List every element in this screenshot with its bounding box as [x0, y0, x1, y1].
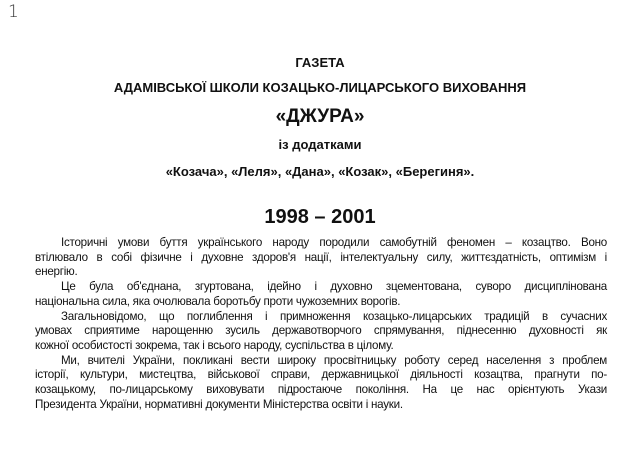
paragraph [35, 280, 607, 309]
body-text [35, 236, 607, 412]
text-line: Це була об'єднана, згуртована, ідейно і духовно зцементована, суворо дисциплінована [61, 280, 607, 294]
text-line: Ми, вчителі України, покликані вести широку просвітницьку роботу серед населення з проблем [61, 353, 607, 367]
paragraph [35, 354, 607, 413]
newspaper-title: «ДЖУРА» [275, 106, 365, 127]
text-line: Загальновідомо, що поглиблення і примноження козацько-лицарських традицій в сучасних [61, 309, 607, 323]
supplements: «Козача», «Леля», «Дана», «Козак», «Берегиня». [165, 164, 475, 179]
newspaper-label: ГАЗЕТА [295, 55, 345, 70]
text-line: козацькому, по-лицарському виховувати підростаюче покоління. На це нас орієнтують Укази [35, 383, 607, 397]
paragraph [35, 236, 607, 280]
text-line: національна сила, яка очолювала боротьбу проти чужоземних ворогів. [35, 294, 401, 308]
text-line: Історичні умови буття українського народу породили самобутній феномен – козацтво. Воно [61, 236, 607, 249]
text-line: Президента України, нормативні документи Міністерства освіти і науки. [35, 397, 403, 411]
page-number: 1 [8, 2, 19, 22]
text-line: історії, культури, мистецтва, військової справи, державницької діяльності козацтва, прагнути по- [35, 368, 607, 382]
years: 1998 – 2001 [264, 206, 376, 228]
text-line: енергію. [35, 265, 78, 279]
paragraph [35, 310, 607, 354]
text-line: втілювало в собі фізичне і духовне здоров'я нації, інтелектуальну силу, життєздатність, оптимізм і [35, 250, 607, 264]
text-line: кожної особистості зокрема, так і всього народу, суспільства в цілому. [35, 338, 394, 352]
text-line: умовах сприятиме нарощенню зусиль державотворчого спрямування, піднесенню духовності як [35, 324, 607, 338]
school-name: АДАМІВСЬКОЇ ШКОЛИ КОЗАЦЬКО-ЛИЦАРСЬКОГО ВИХОВАННЯ [113, 80, 527, 95]
subtitle: із додатками [278, 137, 362, 152]
